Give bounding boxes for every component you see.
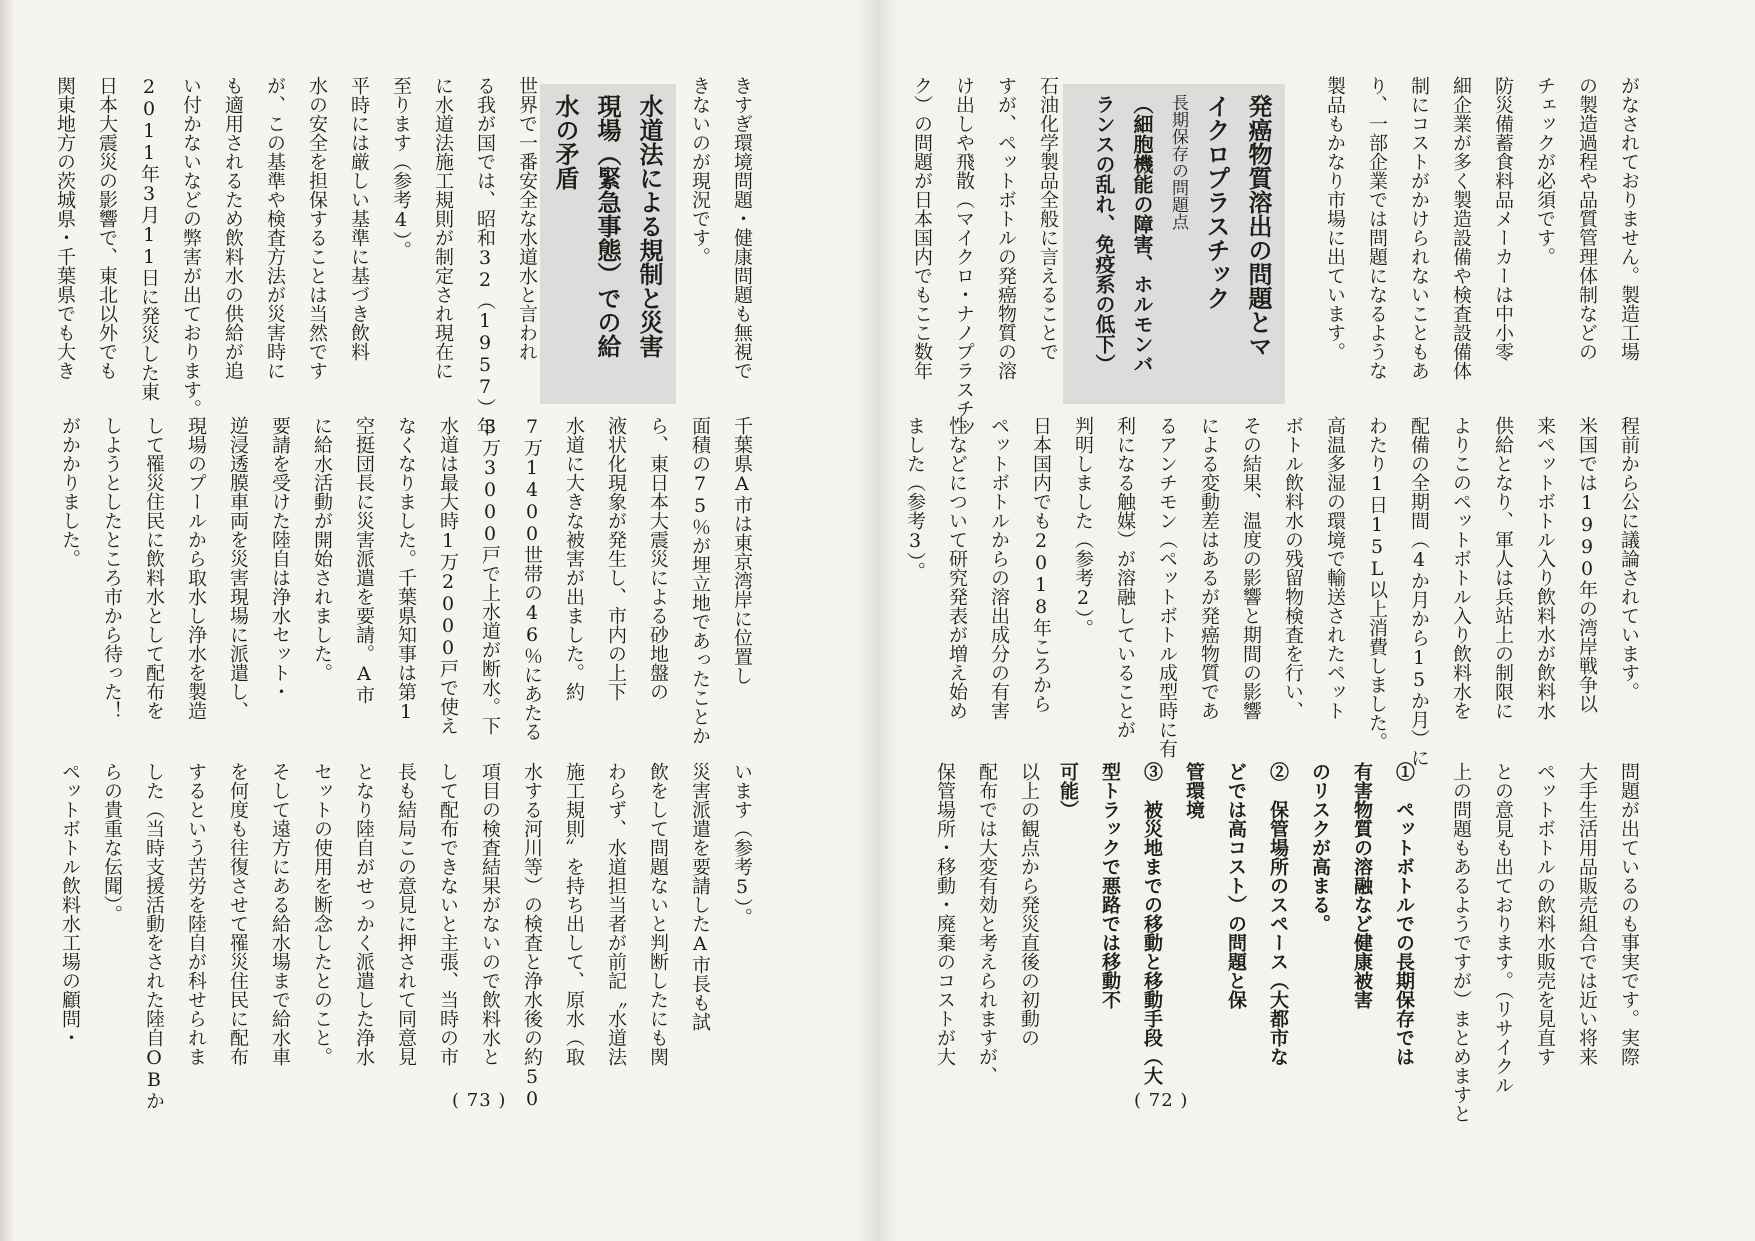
heading-subtitle: 長期保存の問題点 — [1168, 94, 1188, 230]
right-top-right-text — [1290, 76, 1650, 406]
text-line: 問題が出ているのも事実です。実際 — [1618, 762, 1640, 1066]
text-line: となり陸自がせっかく派遣した浄水 — [353, 762, 375, 1066]
text-line: との意見も出ております。（リサイクル — [1492, 762, 1514, 1095]
list-item: 可能） — [1057, 762, 1079, 819]
heading-note: ランスの乱れ、免疫系の低下） — [1092, 94, 1116, 374]
list-item: どでは高コスト）の問題と保 — [1225, 762, 1247, 1009]
text-line: 配備の全期間（4か月から15か月）に — [1408, 416, 1430, 767]
text-line: 以上の観点から発災直後の初動の — [1018, 762, 1040, 1047]
text-line: による変動差はあるが発癌物質であ — [1198, 416, 1220, 720]
text-line: け出しや飛散（マイクロ・ナノプラスチッ — [953, 76, 975, 437]
text-line: に水道法施工規則が制定され現在に — [432, 76, 454, 380]
text-line: その結果、温度の影響と期間の影響 — [1240, 416, 1262, 720]
page-number: ( 72 ) — [1134, 1090, 1189, 1111]
heading-line: 水の矛盾 — [551, 94, 580, 190]
text-line: います（参考5）。 — [731, 762, 753, 927]
list-item: のリスクが高まる。 — [1309, 762, 1331, 933]
list-item: 管環境 — [1183, 762, 1205, 819]
heading-line: 水道法による規制と災害 — [635, 94, 664, 358]
text-line: い付かないなどの弊害が出ております。 — [180, 76, 202, 418]
list-item: ① ペットボトルでの長期保存では — [1393, 762, 1415, 1066]
text-line: 空挺団長に災害派遣を要請。A市 — [353, 416, 375, 704]
text-line: 水道に大きな被害が出ました。約 — [563, 416, 585, 701]
text-line: ら、東日本大震災による砂地盤の — [647, 416, 669, 701]
text-line: 細企業が多く製造設備や検査設備体 — [1450, 76, 1472, 380]
text-line: 製品もかなり市場に出ています。 — [1324, 76, 1346, 361]
text-line: ペットボトルからの溶出成分の有害 — [988, 416, 1010, 720]
right-bottom-text — [1430, 762, 1650, 1123]
text-line: なくなりました。千葉県知事は第1 — [395, 416, 417, 723]
text-line: 逆浸透膜車両を災害現場に派遣し、 — [227, 416, 249, 720]
list-item: 有害物質の溶融など健康被害 — [1351, 762, 1373, 1009]
right-closing-text — [894, 762, 1050, 1085]
text-line: そして遠方にある給水場まで給水車 — [269, 762, 291, 1066]
text-line: ペットボトルの飲料水販売を見直す — [1534, 762, 1556, 1066]
text-line: 水の安全を担保することは当然です — [306, 76, 328, 380]
text-line: ボトル飲料水の残留物検査を行い、 — [1282, 416, 1304, 720]
text-line: 高温多湿の環境で輸送されたペット — [1324, 416, 1346, 720]
text-line: 至ります（参考4）。 — [390, 76, 412, 260]
text-line: 来ペットボトル入り飲料水が飲料水 — [1534, 416, 1556, 720]
text-line: わらず、水道担当者が前記〝水道法 — [605, 762, 627, 1066]
text-line: 程前から公に議論されています。 — [1618, 416, 1640, 701]
text-line: よりこのペットボトル入り飲料水を — [1450, 416, 1472, 720]
text-line: チェックが必須です。 — [1534, 76, 1556, 266]
text-line: きすぎ環境問題・健康問題も無視で — [731, 76, 753, 380]
text-line: が、この基準や検査方法が災害時に — [264, 76, 286, 380]
list-item: 型トラックで悪路では移動不 — [1099, 762, 1121, 1009]
left-middle-text — [43, 416, 763, 746]
text-line: して配布できないと主張、当時の市 — [437, 762, 459, 1066]
text-line: ペットボトル飲料水工場の顧問・ — [59, 762, 81, 1047]
list-item: ③ 被災地までの移動と移動手段（大 — [1141, 762, 1163, 1085]
text-line: ました（参考3）。 — [904, 416, 926, 581]
section-heading — [1063, 84, 1285, 404]
text-line: 米国では1990年の湾岸戦争以 — [1576, 416, 1598, 713]
text-line: 施工規則〟を持ち出して、原水（取 — [563, 762, 585, 1066]
text-line: 飲をして問題ないと判断したにも関 — [647, 762, 669, 1066]
text-line: 防災備蓄食料品メーカーは中小零 — [1492, 76, 1514, 361]
text-line: ク）の問題が日本国内でもここ数年 — [911, 76, 933, 380]
heading-line: イクロプラスチック — [1202, 94, 1231, 310]
text-line: るアンチモン（ペットボトル成型時に有 — [1156, 416, 1178, 758]
list-item: ② 保管場所のスペース（大都市な — [1267, 762, 1289, 1066]
text-line: る我が国では、昭和32（1957）年 — [474, 76, 496, 436]
text-line: がかかりました。 — [59, 416, 81, 568]
text-line: 水道は最大時1万2000戸で使え — [437, 416, 459, 735]
text-line: 利になる触媒）が溶融していることが — [1114, 416, 1136, 739]
text-line: 関東地方の茨城県・千葉県でも大き — [54, 76, 76, 380]
text-line: 現場のプールから取水し浄水を製造 — [185, 416, 207, 720]
left-top-right-text — [679, 76, 763, 406]
text-line: 配布では大変有効と考えられますが、 — [976, 762, 998, 1085]
text-line: 災害派遣を要請したA市長も試 — [689, 762, 711, 1031]
text-line: 液状化現象が発生し、市内の上下 — [605, 416, 627, 701]
text-line: 供給となり、軍人は兵站上の制限に — [1492, 416, 1514, 720]
right-top-left-text — [893, 76, 1069, 437]
text-line: わたり1日15L以上消費しました。 — [1366, 416, 1388, 751]
text-line: 項目の検査結果がないので飲料水と — [479, 762, 501, 1066]
text-line: 保管場所・移動・廃棄のコストが大 — [934, 762, 956, 1066]
text-line: を何度も往復させて罹災住民に配布 — [227, 762, 249, 1066]
text-line: きないのが現況です。 — [689, 76, 711, 266]
text-line: の製造過程や品質管理体制などの — [1576, 76, 1598, 361]
heading-line: 発癌物質溶出の問題とマ — [1244, 94, 1273, 358]
text-line: 長も結局この意見に押されて同意見 — [395, 762, 417, 1066]
heading-note: （細胞機能の障害、ホルモンバ — [1130, 94, 1154, 374]
text-line: 2011年3月11日に発災した東 — [138, 76, 160, 401]
text-line: するという苦労を陸自が科せられま — [185, 762, 207, 1066]
text-line: がなされておりません。製造工場 — [1618, 76, 1640, 361]
right-middle-text — [893, 416, 1650, 767]
section-heading — [540, 84, 676, 404]
left-top-left-text — [54, 76, 548, 436]
text-line: に給水活動が開始されました。 — [311, 416, 333, 682]
text-line: 石油化学製品全般に言えることで — [1037, 76, 1059, 361]
text-line: 面積の75％が埋立地であったことか — [689, 416, 711, 745]
text-line: 性などについて研究発表が増え始め — [946, 416, 968, 720]
text-line: 平時には厳しい基準に基づき飲料 — [348, 76, 370, 361]
text-line: 制にコストがかけられないこともあ — [1408, 76, 1430, 380]
text-line: 千葉県A市は東京湾岸に位置し — [731, 416, 753, 685]
text-line: 水する河川等）の検査と浄水後の約50 — [521, 762, 543, 1110]
text-line: 判明しました（参考2）。 — [1072, 416, 1094, 638]
page-number: ( 73 ) — [452, 1090, 507, 1111]
text-line: も適用されるため飲料水の供給が追 — [222, 76, 244, 380]
text-line: らの貴重な伝聞）。 — [101, 762, 123, 924]
text-line: 7万1400世帯の46％にあたる — [521, 416, 543, 741]
text-line: 3万3000戸で上水道が断水。下 — [479, 416, 501, 735]
text-line: り、一部企業では問題になるような — [1366, 76, 1388, 380]
heading-line: 現場（緊急事態）での給 — [593, 94, 622, 358]
text-line: 日本大震災の影響で、東北以外でも — [96, 76, 118, 380]
text-line: 大手生活用品販売組合では近い将来 — [1576, 762, 1598, 1066]
text-line: セットの使用を断念したとのこと。 — [311, 762, 333, 1066]
text-line: 世界で一番安全な水道水と言われ — [516, 76, 538, 361]
text-line: 上の問題もあるようですが）まとめますと — [1450, 762, 1472, 1123]
text-line: した（当時支援活動をされた陸自OBか — [143, 762, 165, 1110]
text-line: しようとしたところ市から待った！ — [101, 416, 123, 720]
text-line: すが、ペットボトルの発癌物質の溶 — [995, 76, 1017, 380]
text-line: 日本国内でも2018年ころから — [1030, 416, 1052, 713]
text-line: して罹災住民に飲料水として配布を — [143, 416, 165, 720]
summary-list — [1053, 762, 1425, 1085]
text-line: 要請を受けた陸自は浄水セット・ — [269, 416, 291, 701]
page-72 — [878, 0, 1755, 1241]
